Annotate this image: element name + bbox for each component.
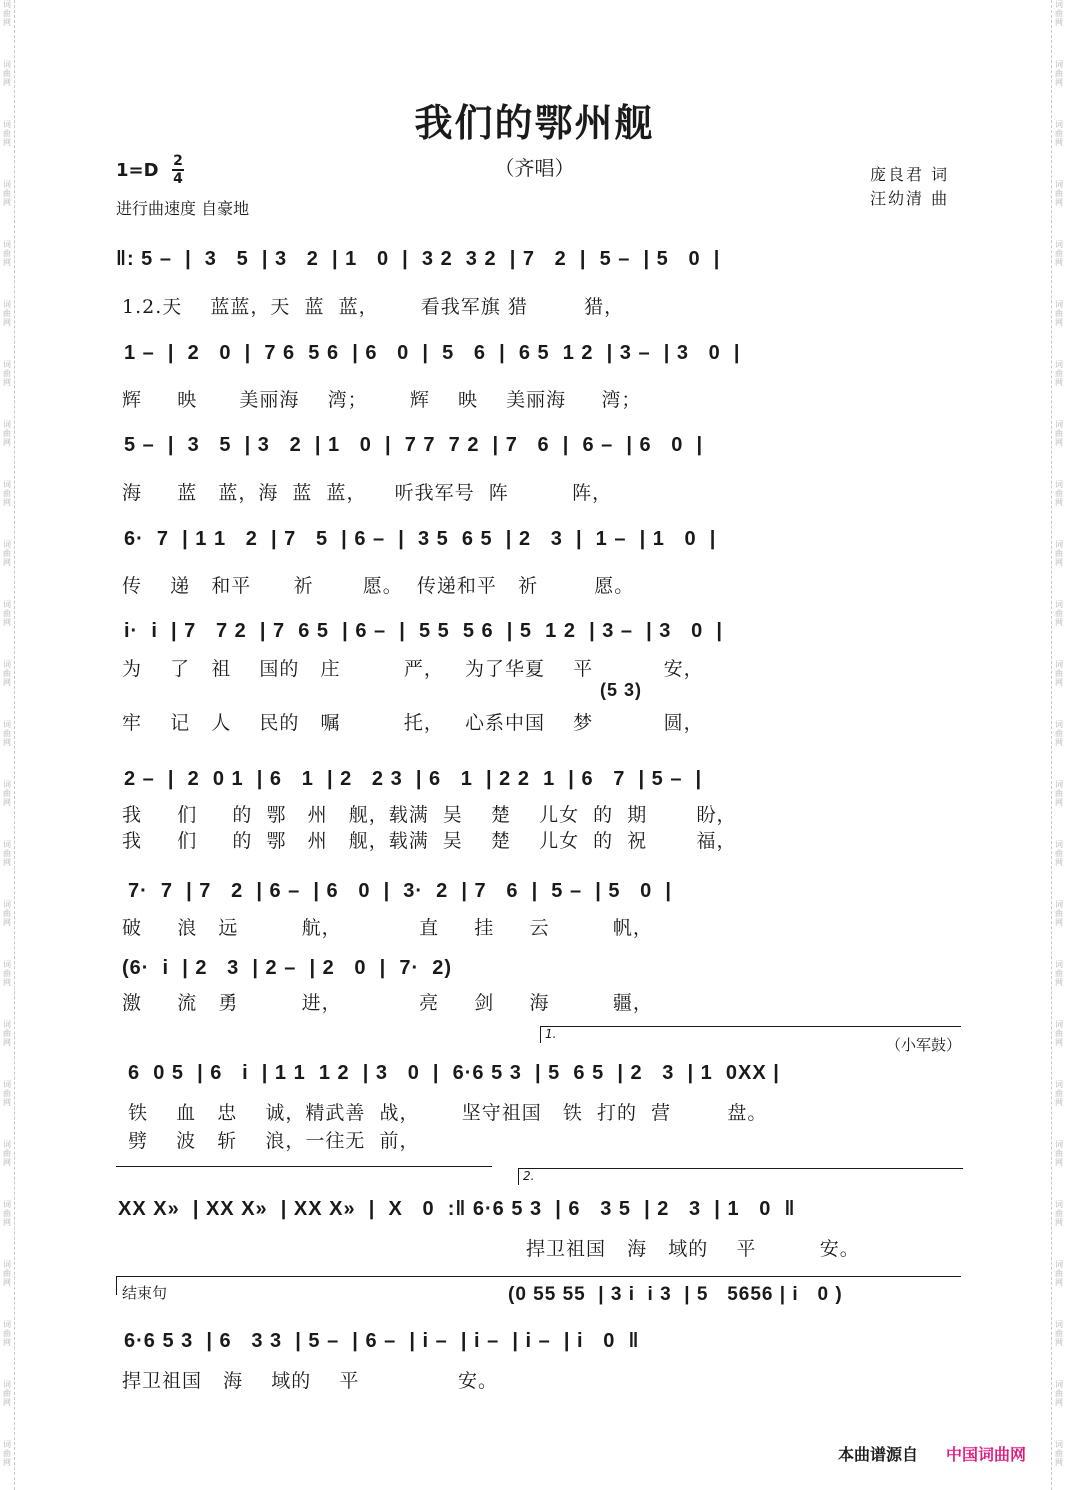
lyric-row-5a: 为 了 祖 国的 庄 严， 为了华夏 平 安，: [122, 658, 704, 680]
watermark-text: 词 曲 网: [1055, 900, 1063, 927]
lyricist-credit: 庞良君 词: [870, 165, 950, 184]
notation-row-5: i· i | 7 7 2 | 7 6 5 | 6 – | 5 5 5 6 | 5 1 2 | 3 – | 3 0 |: [124, 620, 723, 642]
watermark-text: 词 曲 网: [3, 240, 11, 267]
lyric-row-6a: 我 们 的 鄂 州 舰，载满 吴 楚 儿女 的 期 盼，: [122, 804, 737, 826]
lyric-row-6b: 我 们 的 鄂 州 舰，载满 吴 楚 儿女 的 祝 福，: [122, 830, 737, 852]
watermark-text: 词 曲 网: [3, 1200, 11, 1227]
volta-2-label: 2.: [523, 1169, 535, 1183]
watermark-text: 词 曲 网: [3, 1140, 11, 1167]
watermark-text: 词 曲 网: [1055, 60, 1063, 87]
lyric-row-9b: 劈 波 斩 浪，一往无 前，: [128, 1130, 420, 1152]
coda-label: 结束句: [122, 1284, 168, 1302]
watermark-text: 词 曲 网: [1055, 1200, 1063, 1227]
watermark-text: 词 曲 网: [3, 0, 11, 27]
meter-top: 2: [173, 153, 183, 169]
watermark-text: 词 曲 网: [3, 900, 11, 927]
time-signature: [172, 154, 184, 186]
watermark-text: 词 曲 网: [1055, 480, 1063, 507]
watermark-text: 词 曲 网: [1055, 300, 1063, 327]
watermark-text: 词 曲 网: [1055, 1320, 1063, 1347]
watermark-text: 词 曲 网: [3, 720, 11, 747]
watermark-text: 词 曲 网: [1055, 1440, 1063, 1467]
watermark-text: 词 曲 网: [3, 180, 11, 207]
watermark-text: 词 曲 网: [1055, 720, 1063, 747]
song-title: 我们的鄂州舰: [414, 101, 655, 145]
notation-row-6: 2 – | 2 0 1 | 6 1 | 2 2 3 | 6 1 | 2 2 1 | 6 7 | 5 – |: [124, 768, 703, 790]
watermark-text: 词 曲 网: [1055, 660, 1063, 687]
watermark-text: 词 曲 网: [1055, 960, 1063, 987]
watermark-text: 词 曲 网: [3, 1380, 11, 1407]
source-label: 本曲谱源自: [838, 1445, 919, 1464]
notation-row-10: XX X» | XX X» | XX X» | X 0 :‖ 6·6 5 3 | 6 3 5 | 2 3 | 1 0 ‖: [118, 1198, 796, 1220]
lyric-row-4: 传 递 和平 祈 愿。 传递和平 祈 愿。: [122, 575, 635, 597]
watermark-text: 词 曲 网: [1055, 540, 1063, 567]
notation-row-11: 6·6 5 3 | 6 3 3 | 5 – | 6 – | i – | i – | i – | i 0 ‖: [124, 1330, 640, 1352]
watermark-text: 词 曲 网: [3, 840, 11, 867]
lyric-row-10: 捍卫祖国 海 域的 平 安。: [526, 1238, 860, 1260]
watermark-text: 词 曲 网: [1055, 1260, 1063, 1287]
notation-row-9: 6 0 5 | 6 i | 1 1 1 2 | 3 0 | 6·6 5 3 | 5 6 5 | 2 3 | 1 0XX |: [128, 1062, 780, 1084]
site-link[interactable]: 中国词曲网: [946, 1445, 1027, 1464]
watermark-text: 词 曲 网: [3, 120, 11, 147]
watermark-text: 词 曲 网: [1055, 1080, 1063, 1107]
watermark-text: 词 曲 网: [3, 60, 11, 87]
lyric-row-2: 辉 映 美丽海 湾； 辉 映 美丽海 湾；: [122, 389, 642, 411]
watermark-text: 词 曲 网: [3, 780, 11, 807]
watermark-text: 词 曲 网: [3, 480, 11, 507]
percussion-label: （小军鼓）: [886, 1036, 962, 1054]
watermark-text: 词 曲 网: [1055, 120, 1063, 147]
notation-row-7: 7· 7 | 7 2 | 6 – | 6 0 | 3· 2 | 7 6 | 5 – | 5 0 |: [128, 880, 672, 902]
watermark-text: 词 曲 网: [3, 360, 11, 387]
alternate-notes: (5 3): [600, 680, 643, 700]
watermark-text: 词 曲 网: [3, 1320, 11, 1347]
watermark-text: 词 曲 网: [1055, 240, 1063, 267]
watermark-text: 词 曲 网: [1055, 180, 1063, 207]
notation-row-3: 5 – | 3 5 | 3 2 | 1 0 | 7 7 7 2 | 7 6 | 6 – | 6 0 |: [124, 434, 704, 456]
watermark-text: 词 曲 网: [1055, 1140, 1063, 1167]
watermark-text: 词 曲 网: [1055, 600, 1063, 627]
notation-row-1: ‖: 5 – | 3 5 | 3 2 | 1 0 | 3 2 3 2 | 7 2 | 5 – | 5 0 |: [116, 248, 721, 270]
watermark-text: 词 曲 网: [3, 540, 11, 567]
lyric-row-5b: 牢 记 人 民的 嘱 托， 心系中国 梦 圆，: [122, 712, 704, 734]
watermark-text: 词 曲 网: [1055, 1380, 1063, 1407]
watermark-text: 词 曲 网: [3, 1260, 11, 1287]
meter-bottom: 4: [173, 171, 183, 187]
watermark-text: 词 曲 网: [3, 1080, 11, 1107]
watermark-text: 词 曲 网: [1055, 780, 1063, 807]
section-divider: [116, 1166, 492, 1167]
lyric-row-3: 海 蓝 蓝，海 蓝 蓝， 听我军号 阵 阵，: [122, 482, 613, 504]
watermark-text: 词 曲 网: [3, 1020, 11, 1047]
key-signature: 1=D: [116, 160, 159, 181]
notation-row-4: 6· 7 | 1 1 2 | 7 5 | 6 – | 3 5 6 5 | 2 3 | 1 – | 1 0 |: [124, 528, 717, 550]
watermark-text: 词 曲 网: [3, 600, 11, 627]
lyric-row-11: 捍卫祖国 海 域的 平 安。: [122, 1370, 498, 1392]
volta-1-label: 1.: [545, 1027, 557, 1041]
notation-row-2: 1 – | 2 0 | 7 6 5 6 | 6 0 | 5 6 | 6 5 1 2 | 3 – | 3 0 |: [124, 342, 741, 364]
lyric-row-7: 破 浪 远 航， 直 挂 云 帆，: [122, 917, 653, 939]
watermark-text: 词 曲 网: [3, 960, 11, 987]
watermark-text: 词 曲 网: [1055, 360, 1063, 387]
watermark-text: 词 曲 网: [3, 1440, 11, 1467]
lyric-row-1: 1.2.天 蓝蓝，天 蓝 蓝， 看我军旗 猎 猎，: [122, 296, 625, 318]
volta-bracket-2: [518, 1168, 963, 1185]
watermark-text: 词 曲 网: [3, 420, 11, 447]
watermark-text: 词 曲 网: [3, 300, 11, 327]
coda-accompaniment: (0 55 55 | 3 i i 3 | 5 5656 | i 0 ): [508, 1284, 843, 1305]
performance-type: （齐唱）: [494, 156, 575, 180]
lyric-row-8: 激 流 勇 进， 亮 剑 海 疆，: [122, 992, 653, 1014]
notation-row-8: (6· i | 2 3 | 2 – | 2 0 | 7· 2): [122, 957, 453, 979]
composer-credit: 汪幼清 曲: [870, 189, 950, 208]
watermark-text: 词 曲 网: [1055, 840, 1063, 867]
watermark-text: 词 曲 网: [1055, 0, 1063, 27]
watermark-text: 词 曲 网: [1055, 420, 1063, 447]
tempo-marking: 进行曲速度 自豪地: [116, 199, 250, 218]
watermark-text: 词 曲 网: [3, 660, 11, 687]
watermark-text: 词 曲 网: [1055, 1020, 1063, 1047]
lyric-row-9a: 铁 血 忠 诚，精武善 战， 坚守祖国 铁 打的 营 盘。: [128, 1102, 768, 1124]
